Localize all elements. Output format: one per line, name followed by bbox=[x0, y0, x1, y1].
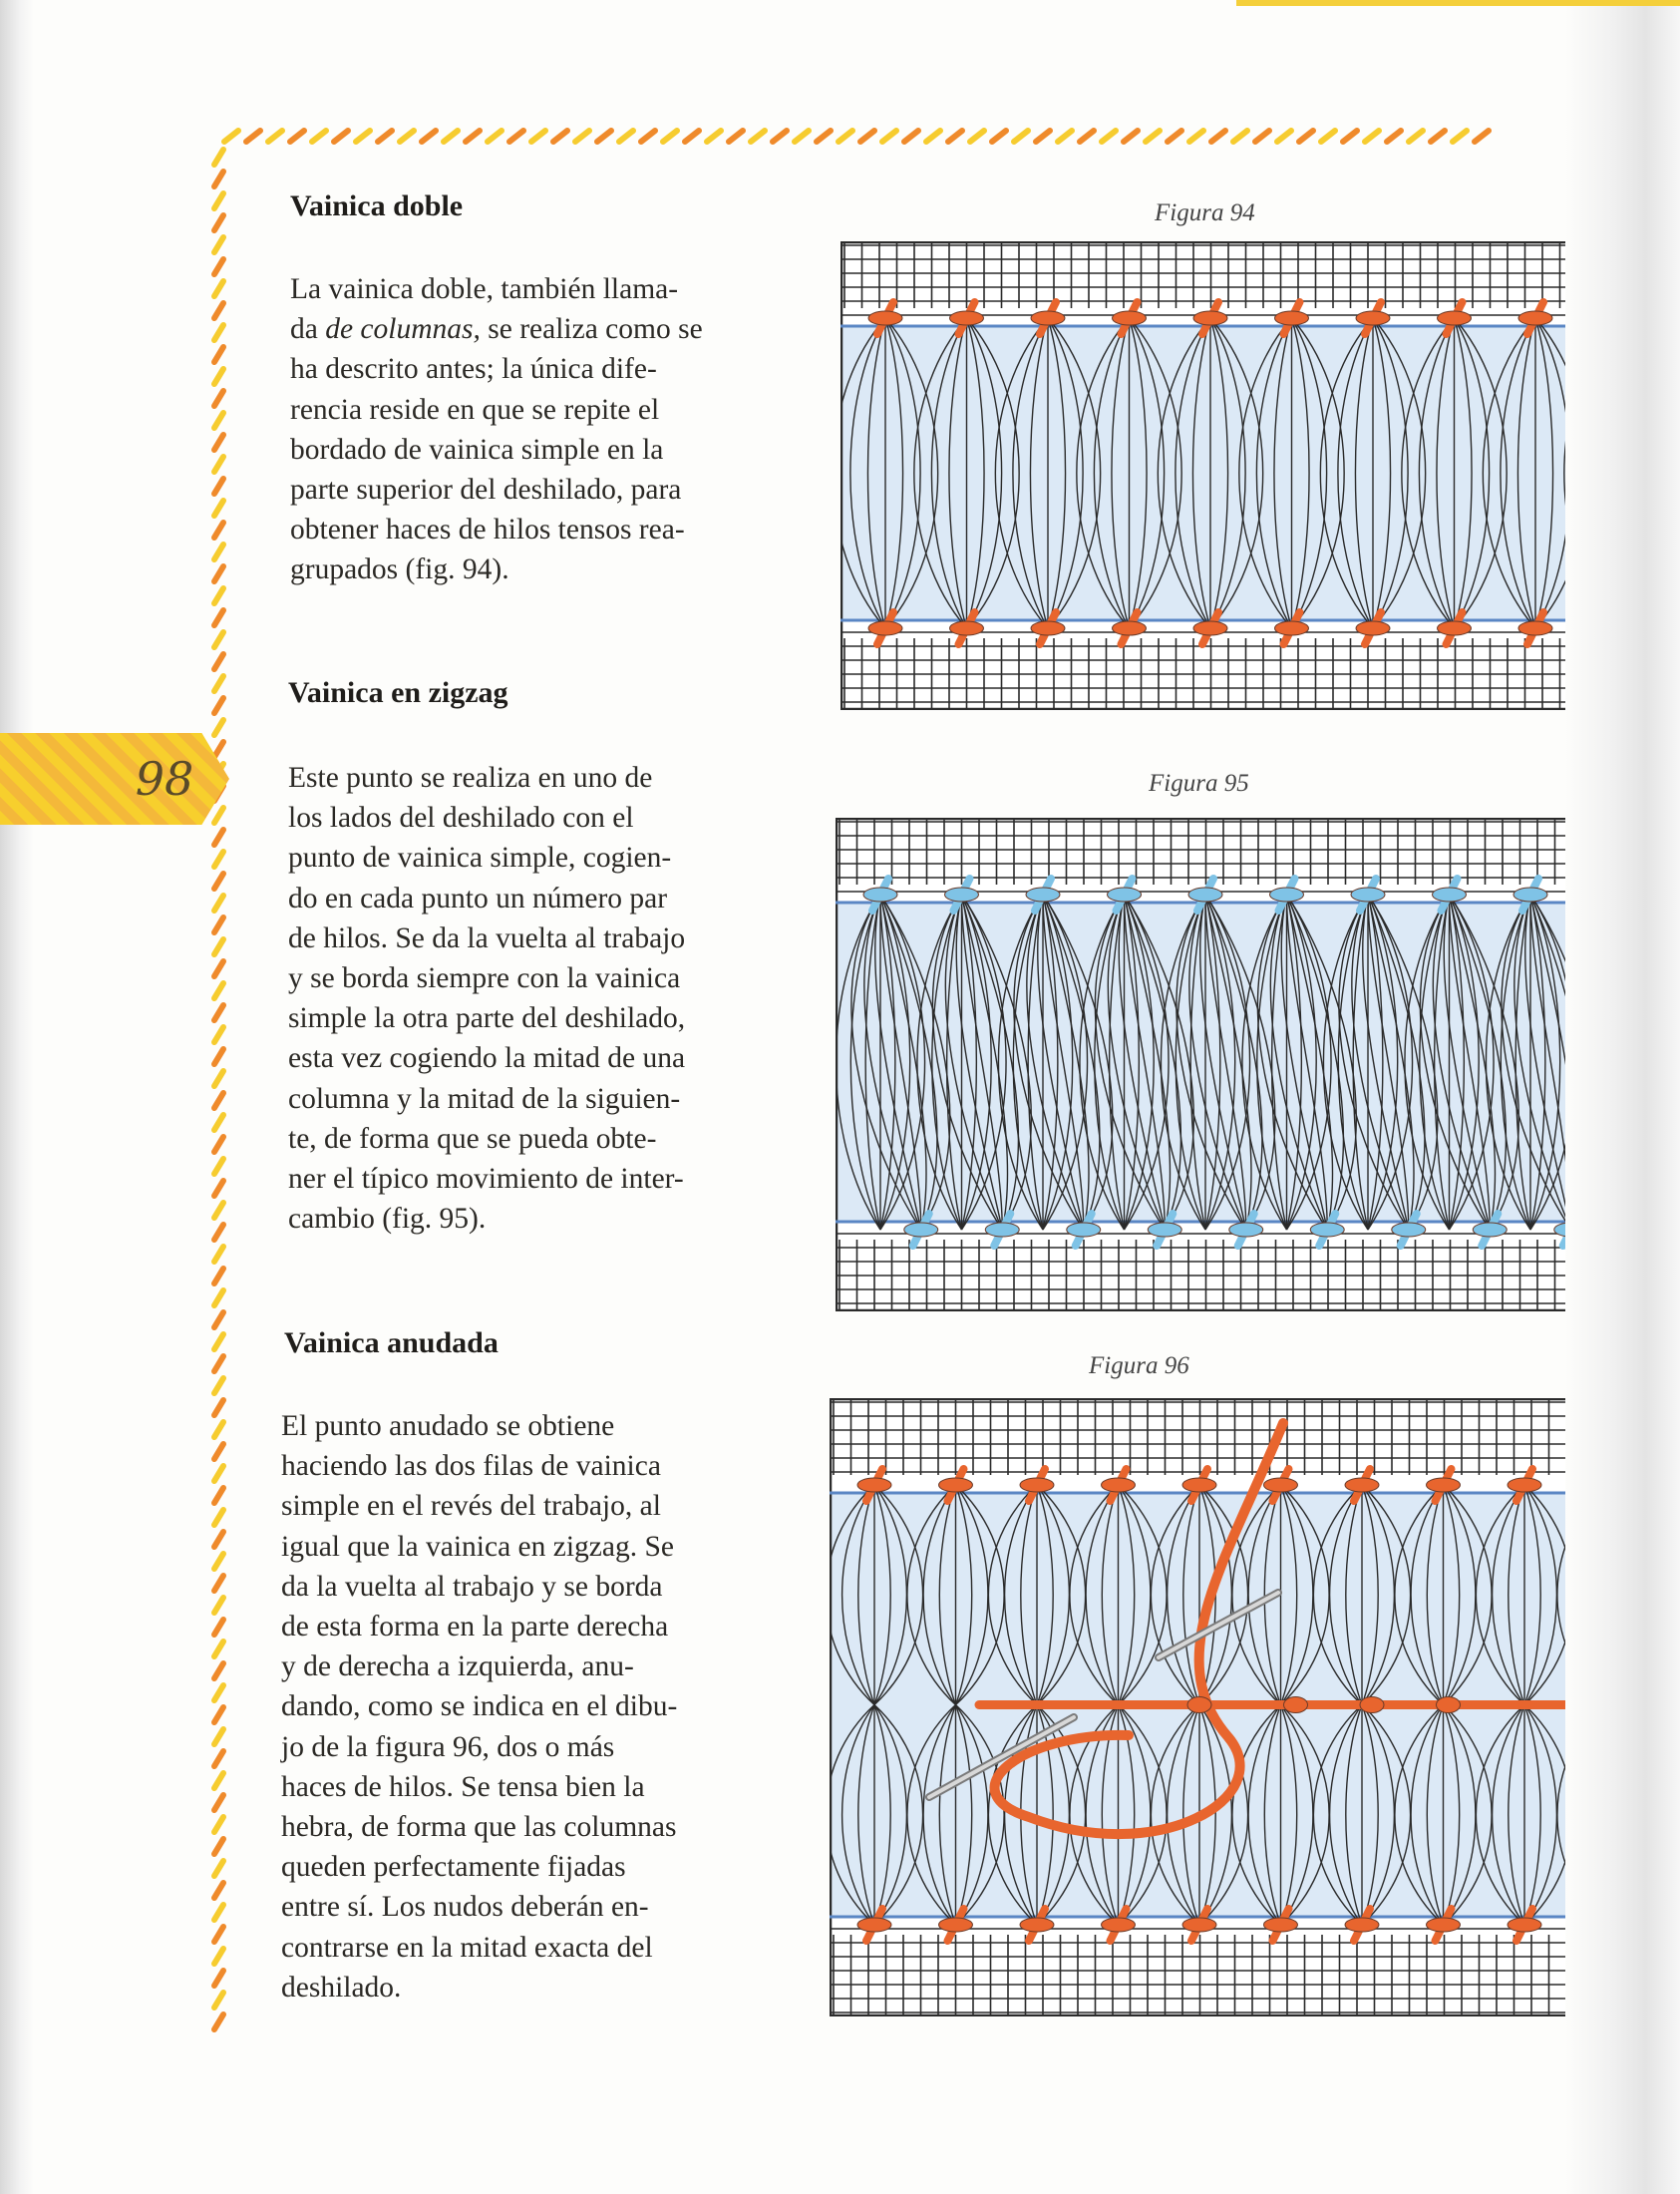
text-span: columna y la mitad de la siguien- bbox=[288, 1082, 681, 1115]
text-span: haces de hilos. Se tensa bien la bbox=[281, 1770, 645, 1803]
text-span: simple la otra parte del deshilado, bbox=[288, 1002, 686, 1035]
text-span: simple en el revés del trabajo, al bbox=[281, 1490, 661, 1523]
caption-figura-96: Figura 96 bbox=[1089, 1352, 1189, 1379]
text-line bbox=[288, 1079, 762, 1119]
text-line bbox=[288, 1159, 762, 1199]
text-line bbox=[281, 1486, 755, 1526]
text-line bbox=[290, 349, 768, 389]
text-span: ner el típico movimiento de inter- bbox=[288, 1163, 684, 1196]
text-span: Este punto se realiza en uno de bbox=[288, 762, 653, 794]
text-line bbox=[288, 998, 762, 1038]
text-span: do en cada punto un número par bbox=[288, 882, 668, 914]
text-line bbox=[288, 958, 762, 998]
paragraph-vainica-doble bbox=[290, 269, 768, 590]
text-line bbox=[290, 430, 768, 470]
text-span: entre sí. Los nudos deberán en- bbox=[281, 1891, 649, 1924]
heading-vainica-zigzag: Vainica en zigzag bbox=[288, 676, 508, 709]
caption-figura-94: Figura 94 bbox=[1155, 199, 1255, 226]
text-span: parte superior del deshilado, para bbox=[290, 474, 682, 507]
text-line bbox=[281, 1567, 755, 1607]
heading-vainica-anudada: Vainica anudada bbox=[284, 1326, 499, 1359]
text-line bbox=[281, 1847, 755, 1887]
text-span: dando, como se indica en el dibu- bbox=[281, 1690, 678, 1723]
text-line bbox=[290, 470, 768, 510]
text-span: y de derecha a izquierda, anu- bbox=[281, 1650, 634, 1683]
text-line bbox=[281, 1727, 755, 1767]
text-span: grupados (fig. 94). bbox=[290, 553, 509, 586]
italic-term: de columnas, bbox=[325, 313, 481, 346]
text-span: El punto anudado se obtiene bbox=[281, 1410, 615, 1442]
text-line bbox=[281, 1767, 755, 1807]
text-line bbox=[288, 838, 762, 878]
text-line bbox=[288, 879, 762, 918]
text-line bbox=[281, 1607, 755, 1646]
text-line bbox=[290, 309, 768, 349]
text-span: da bbox=[290, 313, 326, 346]
text-line bbox=[281, 1807, 755, 1847]
heading-vainica-doble: Vainica doble bbox=[290, 189, 464, 222]
text-line bbox=[290, 390, 768, 430]
text-span: contrarse en la mitad exacta del bbox=[281, 1931, 653, 1964]
page-number: 98 bbox=[135, 752, 194, 806]
paragraph-vainica-anudada bbox=[281, 1406, 755, 2008]
figure-96-illustration bbox=[830, 1398, 1565, 2016]
text-span: haciendo las dos filas de vainica bbox=[281, 1450, 661, 1483]
text-span: igual que la vainica en zigzag. Se bbox=[281, 1530, 674, 1563]
text-span: La vainica doble, también llama- bbox=[290, 273, 679, 305]
text-line bbox=[281, 1887, 755, 1927]
text-span: y se borda siempre con la vainica bbox=[288, 962, 681, 995]
text-line bbox=[290, 269, 768, 309]
text-span: cambio (fig. 95). bbox=[288, 1203, 487, 1236]
text-span: bordado de vainica simple en la bbox=[290, 433, 664, 466]
text-span: rencia reside en que se repite el bbox=[290, 393, 660, 426]
text-span: te, de forma que se pueda obte- bbox=[288, 1122, 657, 1155]
text-line bbox=[281, 1406, 755, 1446]
text-span: se realiza como se bbox=[480, 313, 703, 346]
text-line bbox=[281, 1968, 755, 2008]
text-line bbox=[281, 1646, 755, 1686]
text-span: los lados del deshilado con el bbox=[288, 802, 634, 835]
text-span: deshilado. bbox=[281, 1971, 402, 2004]
text-line bbox=[281, 1928, 755, 1968]
text-line bbox=[290, 510, 768, 549]
text-line bbox=[288, 1119, 762, 1159]
text-line bbox=[288, 798, 762, 838]
text-line bbox=[288, 1199, 762, 1239]
text-span: obtener haces de hilos tensos rea- bbox=[290, 514, 685, 547]
text-span: jo de la figura 96, dos o más bbox=[281, 1730, 615, 1763]
text-span: hebra, de forma que las columnas bbox=[281, 1811, 677, 1844]
text-span: ha descrito antes; la única dife- bbox=[290, 353, 657, 386]
text-line bbox=[290, 549, 768, 589]
text-line bbox=[288, 1038, 762, 1078]
text-line bbox=[288, 918, 762, 958]
caption-figura-95: Figura 95 bbox=[1149, 770, 1249, 797]
text-line bbox=[281, 1686, 755, 1726]
text-line bbox=[288, 758, 762, 798]
text-line bbox=[281, 1527, 755, 1567]
text-span: punto de vainica simple, cogien- bbox=[288, 842, 672, 875]
text-span: da la vuelta al trabajo y se borda bbox=[281, 1570, 663, 1603]
text-span: esta vez cogiendo la mitad de una bbox=[288, 1042, 686, 1075]
paragraph-vainica-zigzag bbox=[288, 758, 762, 1239]
text-span: de esta forma en la parte derecha bbox=[281, 1611, 669, 1644]
figure-95-illustration bbox=[836, 818, 1565, 1311]
text-span: queden perfectamente fijadas bbox=[281, 1851, 626, 1884]
text-line bbox=[281, 1446, 755, 1486]
text-span: de hilos. Se da la vuelta al trabajo bbox=[288, 921, 686, 954]
figure-94-illustration bbox=[840, 241, 1565, 710]
